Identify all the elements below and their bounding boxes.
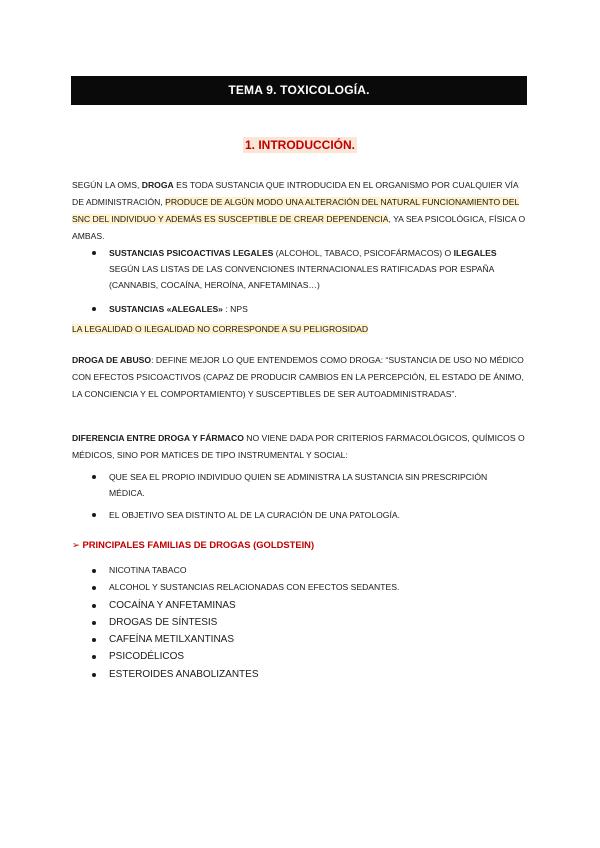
page-title: TEMA 9. TOXICOLOGÍA. [71, 76, 527, 105]
families-list [90, 562, 399, 683]
list-item: PSICODÉLICOS [90, 648, 399, 665]
abuse-text: : DEFINE MEJOR LO QUE ENTENDEMOS COMO DROGA: “SUSTANCIA DE USO NO MÉDICO CON EFECTOS PSICOACTIVOS (CAPAZ DE PRODUCIR CAMBIOS EN LA PERCEPCIÓN, EL ESTADO DE ÁNIMO, LA CONCIENCIA Y EL COMPORTAMIENTO) Y SUSCEPTIBLES DE SER AUTOADMINISTRADAS”. [72, 355, 524, 399]
list-item: QUE SEA EL PROPIO INDIVIDUO QUIEN SE ADMINISTRA LA SUSTANCIA SIN PRESCRIPCIÓN MÉDICA. [90, 469, 510, 501]
difference-paragraph [72, 430, 527, 464]
substance-list [90, 245, 510, 317]
list-item: DROGAS DE SÍNTESIS [90, 614, 399, 631]
abuse-term: DROGA DE ABUSO [72, 355, 152, 365]
difference-list [90, 469, 510, 523]
intro-text-a: SEGÚN LA OMS, [72, 180, 142, 190]
list-item: ALCOHOL Y SUSTANCIAS RELACIONADAS CON EFECTOS SEDANTES. [90, 579, 399, 596]
abuse-paragraph [72, 352, 527, 403]
list-item-text: (ALCOHOL, TABACO, PSICOFÁRMACOS) O [273, 248, 454, 258]
section-heading [0, 136, 600, 154]
list-item: CAFEÍNA METILXANTINAS [90, 631, 399, 648]
difference-text: NO VIENE DADA POR CRITERIOS FARMACOLÓGICOS, QUÍMICOS O MÉDICOS, SINO POR MATICES DE TIPO INSTRUMENTAL Y SOCIAL: [72, 433, 525, 460]
legality-note [72, 321, 527, 338]
list-item: COCAÍNA Y ANFETAMINAS [90, 597, 399, 614]
illegal-term: ILEGALES [453, 248, 497, 258]
families-heading: ➢ PRINCIPALES FAMILIAS DE DROGAS (GOLDSTEIN) [72, 539, 315, 550]
list-item [90, 301, 510, 317]
intro-paragraph [72, 177, 527, 245]
list-item [90, 245, 510, 293]
intro-text-c: ES TODA SUSTANCIA QUE INTRODUCIDA EN EL ORGANISMO POR CUALQUIER VÍA DE ADMINISTRACIÓN, [72, 180, 519, 207]
intro-highlight: PRODUCE DE ALGÚN MODO UNA ALTERACIÓN DEL NATURAL FUNCIONAMIENTO DEL SNC DEL INDIVIDUO Y ADEMÁS ES SUSCEPTIBLE DE CREAR DEPENDENCIA [72, 197, 520, 224]
list-item-text: : NPS [222, 304, 248, 314]
intro-droga-term: DROGA [141, 180, 174, 190]
list-item: EL OBJETIVO SEA DISTINTO AL DE LA CURACIÓN DE UNA PATOLOGÍA. [90, 507, 510, 523]
section-heading-text: 1. INTRODUCCIÓN. [244, 138, 355, 152]
intro-text-e: , YA SEA PSICOLÓGICA, FÍSICA O AMBAS. [72, 214, 526, 241]
list-item-text: SEGÚN LAS LISTAS DE LAS CONVENCIONES INTERNACIONALES RATIFICADAS POR ESPAÑA (CANNABIS, COCAÍNA, HEROÍNA, ANFETAMINAS…) [109, 264, 494, 290]
difference-term: DIFERENCIA ENTRE DROGA Y FÁRMACO [72, 433, 244, 443]
legal-substances-term: SUSTANCIAS PSICOACTIVAS LEGALES [109, 248, 274, 258]
legality-note-text: LA LEGALIDAD O ILEGALIDAD NO CORRESPONDE A SU PELIGROSIDAD [72, 324, 369, 334]
list-item: ESTEROIDES ANABOLIZANTES [90, 666, 399, 683]
alegal-substances-term: SUSTANCIAS «ALEGALES» [109, 304, 223, 314]
list-item: NICOTINA TABACO [90, 562, 399, 579]
